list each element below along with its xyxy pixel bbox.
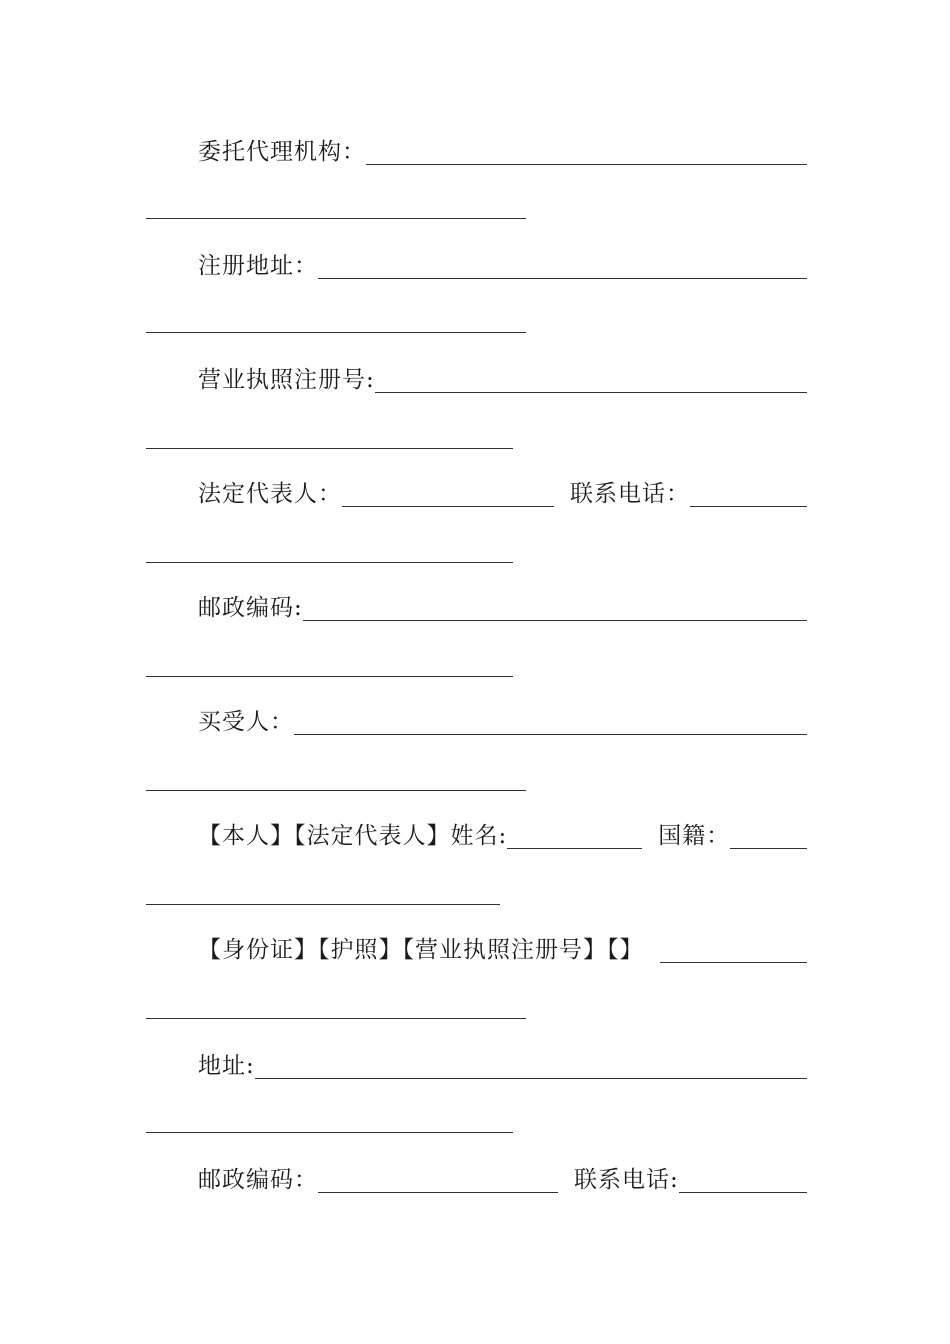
address-row — [198, 1050, 807, 1082]
postcode-1-blank[interactable] — [303, 619, 807, 621]
license-no-row — [198, 364, 807, 396]
id-number-blank[interactable] — [660, 961, 808, 963]
agency-blank-continued[interactable] — [146, 218, 526, 219]
phone-2-label: 联系电话: — [574, 1167, 679, 1193]
phone-1-blank[interactable] — [690, 505, 807, 507]
license-no-blank-continued[interactable] — [146, 448, 513, 449]
postcode-1-row — [198, 592, 807, 624]
id-types-row — [198, 934, 807, 966]
legal-rep-row — [198, 478, 807, 510]
reg-address-row — [198, 250, 807, 282]
postcode-2-row — [198, 1164, 807, 1196]
name-blank[interactable] — [507, 847, 642, 849]
identity-name-label: 【本人】【法定代表人】姓名: — [198, 823, 508, 849]
address-blank-continued[interactable] — [146, 1132, 513, 1133]
nationality-blank-continued[interactable] — [146, 904, 500, 905]
reg-address-blank-continued[interactable] — [146, 332, 526, 333]
identity-row — [198, 820, 807, 852]
address-label: 地址: — [198, 1053, 255, 1079]
agency-blank[interactable] — [366, 163, 807, 165]
reg-address-blank[interactable] — [318, 277, 807, 279]
agency-label: 委托代理机构： — [198, 139, 366, 165]
agency-row — [198, 136, 807, 168]
buyer-blank[interactable] — [294, 733, 807, 735]
postcode-2-label: 邮政编码： — [198, 1167, 318, 1193]
nationality-label: 国籍： — [658, 823, 731, 849]
nationality-blank[interactable] — [730, 847, 807, 849]
buyer-label: 买受人： — [198, 709, 294, 735]
reg-address-label: 注册地址： — [198, 253, 318, 279]
legal-rep-label: 法定代表人： — [198, 481, 342, 507]
postcode-2-blank[interactable] — [318, 1191, 558, 1193]
license-no-label: 营业执照注册号: — [198, 367, 375, 393]
id-number-blank-continued[interactable] — [146, 1018, 526, 1019]
address-blank[interactable] — [255, 1077, 807, 1079]
phone-1-blank-continued[interactable] — [146, 562, 513, 563]
postcode-1-label: 邮政编码: — [198, 595, 303, 621]
legal-rep-blank[interactable] — [342, 505, 554, 507]
buyer-blank-continued[interactable] — [146, 790, 526, 791]
id-types-label: 【身份证】【护照】【营业执照注册号】【】 — [198, 937, 644, 963]
phone-1-label: 联系电话： — [570, 481, 690, 507]
buyer-row — [198, 706, 807, 738]
license-no-blank[interactable] — [375, 391, 807, 393]
phone-2-blank[interactable] — [679, 1191, 807, 1193]
postcode-1-blank-continued[interactable] — [146, 676, 513, 677]
